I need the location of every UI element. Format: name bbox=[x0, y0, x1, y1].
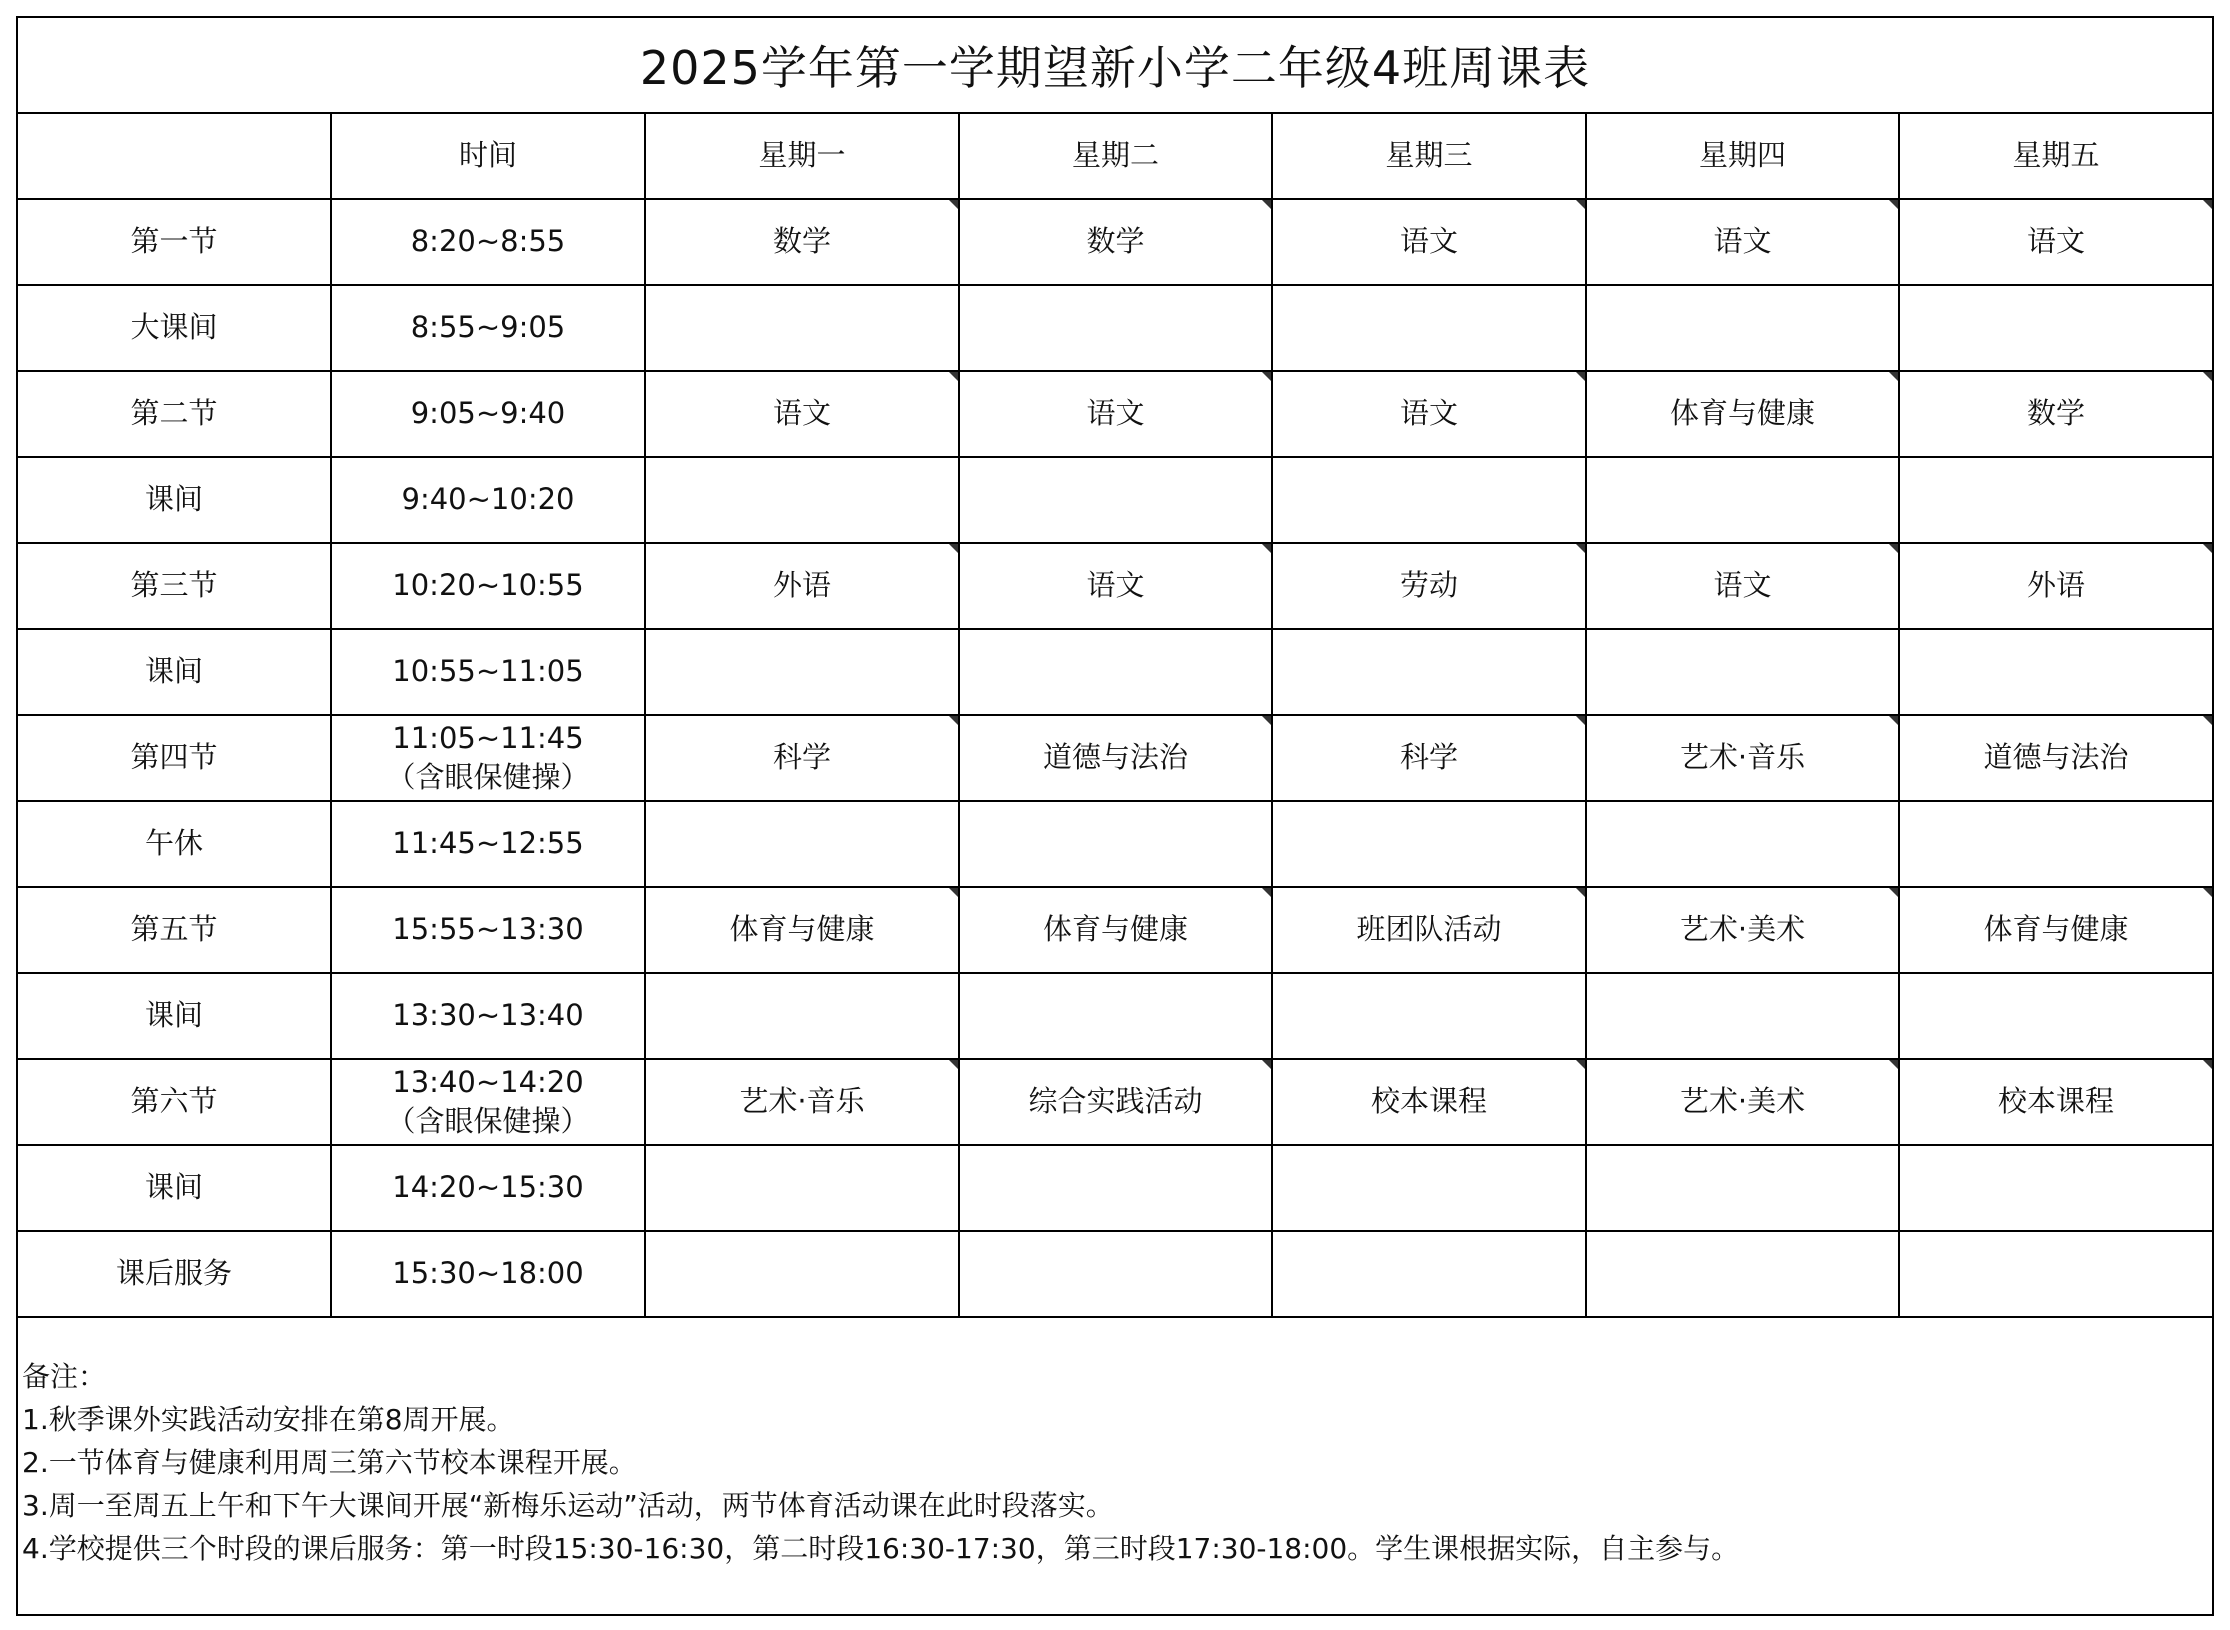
subject-cell: 语文 bbox=[1272, 371, 1586, 457]
subject-cell: 数学 bbox=[959, 199, 1272, 285]
period-cell: 第三节 bbox=[18, 543, 331, 629]
subject-cell bbox=[1899, 457, 2212, 543]
schedule-row bbox=[18, 457, 2212, 543]
time-cell bbox=[331, 973, 645, 1059]
subject-cell: 语文 bbox=[959, 543, 1272, 629]
subject-cell: 数学 bbox=[1899, 371, 2212, 457]
subject-cell bbox=[645, 1145, 959, 1231]
subject-cell bbox=[1899, 629, 2212, 715]
time-range: 9:05~9:40 bbox=[410, 396, 566, 431]
time-range: 10:55~11:05 bbox=[392, 654, 584, 689]
period-cell: 课间 bbox=[18, 457, 331, 543]
subject-cell bbox=[1272, 973, 1586, 1059]
time-cell bbox=[331, 715, 645, 801]
header-day-cell: 星期五 bbox=[1899, 114, 2212, 199]
subject-cell: 数学 bbox=[645, 199, 959, 285]
subject-cell bbox=[1272, 1145, 1586, 1231]
time-cell bbox=[331, 801, 645, 887]
time-cell bbox=[331, 1145, 645, 1231]
period-cell: 第四节 bbox=[18, 715, 331, 801]
time-range: 11:45~12:55 bbox=[392, 826, 584, 861]
time-range: 9:40~10:20 bbox=[401, 482, 575, 517]
time-note: （含眼保健操） bbox=[386, 760, 590, 794]
schedule-row bbox=[18, 801, 2212, 887]
header-day-cell: 星期四 bbox=[1586, 114, 1899, 199]
header-corner-cell bbox=[18, 114, 331, 199]
subject-cell bbox=[1899, 973, 2212, 1059]
header-day-cell: 星期三 bbox=[1272, 114, 1586, 199]
subject-cell: 艺术·美术 bbox=[1586, 1059, 1899, 1145]
subject-cell: 艺术·音乐 bbox=[645, 1059, 959, 1145]
schedule-row bbox=[18, 543, 2212, 629]
subject-cell bbox=[645, 629, 959, 715]
subject-cell bbox=[645, 285, 959, 371]
subject-cell bbox=[1586, 1145, 1899, 1231]
subject-cell: 语文 bbox=[1586, 199, 1899, 285]
time-cell bbox=[331, 371, 645, 457]
subject-cell bbox=[1272, 285, 1586, 371]
notes-section bbox=[18, 1347, 2212, 1578]
period-cell: 午休 bbox=[18, 801, 331, 887]
subject-cell bbox=[1899, 285, 2212, 371]
time-cell bbox=[331, 199, 645, 285]
period-cell: 第五节 bbox=[18, 887, 331, 973]
subject-cell bbox=[1899, 1145, 2212, 1231]
subject-cell bbox=[645, 801, 959, 887]
period-cell: 课间 bbox=[18, 973, 331, 1059]
subject-cell: 综合实践活动 bbox=[959, 1059, 1272, 1145]
subject-cell bbox=[645, 973, 959, 1059]
subject-cell: 科学 bbox=[645, 715, 959, 801]
subject-cell: 语文 bbox=[645, 371, 959, 457]
notes-heading: 备注： bbox=[22, 1360, 107, 1393]
subject-cell bbox=[1586, 1231, 1899, 1317]
subject-cell: 校本课程 bbox=[1272, 1059, 1586, 1145]
subject-cell bbox=[959, 629, 1272, 715]
note-item: 1.秋季课外实践活动安排在第8周开展。 bbox=[22, 1403, 515, 1436]
time-range: 15:30~18:00 bbox=[392, 1256, 584, 1291]
time-range: 15:55~13:30 bbox=[392, 912, 584, 947]
subject-cell: 体育与健康 bbox=[959, 887, 1272, 973]
subject-cell: 外语 bbox=[1899, 543, 2212, 629]
subject-cell: 语文 bbox=[1586, 543, 1899, 629]
subject-cell bbox=[645, 1231, 959, 1317]
subject-cell bbox=[1586, 457, 1899, 543]
schedule-row bbox=[18, 715, 2212, 801]
subject-cell bbox=[1272, 801, 1586, 887]
period-cell: 第六节 bbox=[18, 1059, 331, 1145]
subject-cell bbox=[1586, 285, 1899, 371]
subject-cell bbox=[1586, 629, 1899, 715]
note-item: 4.学校提供三个时段的课后服务：第一时段15:30-16:30，第二时段16:30-17:30，第三时段17:30-18:00。学生课根据实际，自主参与。 bbox=[22, 1532, 1740, 1565]
schedule-row bbox=[18, 973, 2212, 1059]
schedule-table bbox=[18, 114, 2212, 1318]
subject-cell: 班团队活动 bbox=[1272, 887, 1586, 973]
subject-cell: 艺术·美术 bbox=[1586, 887, 1899, 973]
time-range: 8:20~8:55 bbox=[410, 224, 566, 259]
period-cell: 第一节 bbox=[18, 199, 331, 285]
schedule-row bbox=[18, 285, 2212, 371]
subject-cell bbox=[959, 285, 1272, 371]
subject-cell bbox=[1272, 629, 1586, 715]
subject-cell: 体育与健康 bbox=[645, 887, 959, 973]
subject-cell bbox=[1272, 1231, 1586, 1317]
period-cell: 课间 bbox=[18, 629, 331, 715]
schedule-row bbox=[18, 1145, 2212, 1231]
subject-cell: 语文 bbox=[959, 371, 1272, 457]
subject-cell bbox=[959, 973, 1272, 1059]
period-cell: 课后服务 bbox=[18, 1231, 331, 1317]
subject-cell: 艺术·音乐 bbox=[1586, 715, 1899, 801]
subject-cell: 体育与健康 bbox=[1586, 371, 1899, 457]
schedule-row bbox=[18, 1231, 2212, 1317]
subject-cell bbox=[1586, 801, 1899, 887]
subject-cell bbox=[1586, 973, 1899, 1059]
time-cell bbox=[331, 285, 645, 371]
subject-cell: 道德与法治 bbox=[959, 715, 1272, 801]
header-day-cell: 星期一 bbox=[645, 114, 959, 199]
time-cell bbox=[331, 1231, 645, 1317]
subject-cell bbox=[1272, 457, 1586, 543]
header-day-cell: 星期二 bbox=[959, 114, 1272, 199]
period-cell: 课间 bbox=[18, 1145, 331, 1231]
time-range: 10:20~10:55 bbox=[392, 568, 584, 603]
subject-cell bbox=[645, 457, 959, 543]
time-range: 13:40~14:20 bbox=[392, 1064, 584, 1099]
subject-cell bbox=[1899, 1231, 2212, 1317]
time-range: 13:30~13:40 bbox=[392, 998, 584, 1033]
subject-cell: 道德与法治 bbox=[1899, 715, 2212, 801]
time-cell bbox=[331, 887, 645, 973]
subject-cell: 语文 bbox=[1272, 199, 1586, 285]
subject-cell: 校本课程 bbox=[1899, 1059, 2212, 1145]
time-note: （含眼保健操） bbox=[386, 1104, 590, 1138]
subject-cell bbox=[959, 1145, 1272, 1231]
time-range: 11:05~11:45 bbox=[392, 720, 584, 755]
period-cell: 第二节 bbox=[18, 371, 331, 457]
subject-cell bbox=[959, 801, 1272, 887]
subject-cell bbox=[959, 457, 1272, 543]
page-title: 2025学年第一学期望新小学二年级4班周课表 bbox=[18, 18, 2212, 114]
timetable-sheet bbox=[16, 16, 2214, 1616]
subject-cell: 体育与健康 bbox=[1899, 887, 2212, 973]
subject-cell bbox=[1899, 801, 2212, 887]
subject-cell: 劳动 bbox=[1272, 543, 1586, 629]
note-item: 3.周一至周五上午和下午大课间开展“新梅乐运动”活动，两节体育活动课在此时段落实。 bbox=[22, 1489, 1114, 1522]
time-cell bbox=[331, 629, 645, 715]
schedule-row bbox=[18, 371, 2212, 457]
period-cell: 大课间 bbox=[18, 285, 331, 371]
subject-cell bbox=[959, 1231, 1272, 1317]
schedule-row bbox=[18, 1059, 2212, 1145]
time-range: 8:55~9:05 bbox=[410, 310, 566, 345]
header-time-cell: 时间 bbox=[331, 114, 645, 199]
time-range: 14:20~15:30 bbox=[392, 1170, 584, 1205]
note-item: 2.一节体育与健康利用周三第六节校本课程开展。 bbox=[22, 1446, 637, 1479]
schedule-row bbox=[18, 629, 2212, 715]
schedule-row bbox=[18, 199, 2212, 285]
subject-cell: 语文 bbox=[1899, 199, 2212, 285]
time-cell bbox=[331, 457, 645, 543]
header-row bbox=[18, 114, 2212, 199]
time-cell bbox=[331, 1059, 645, 1145]
subject-cell: 外语 bbox=[645, 543, 959, 629]
subject-cell: 科学 bbox=[1272, 715, 1586, 801]
time-cell bbox=[331, 543, 645, 629]
schedule-row bbox=[18, 887, 2212, 973]
